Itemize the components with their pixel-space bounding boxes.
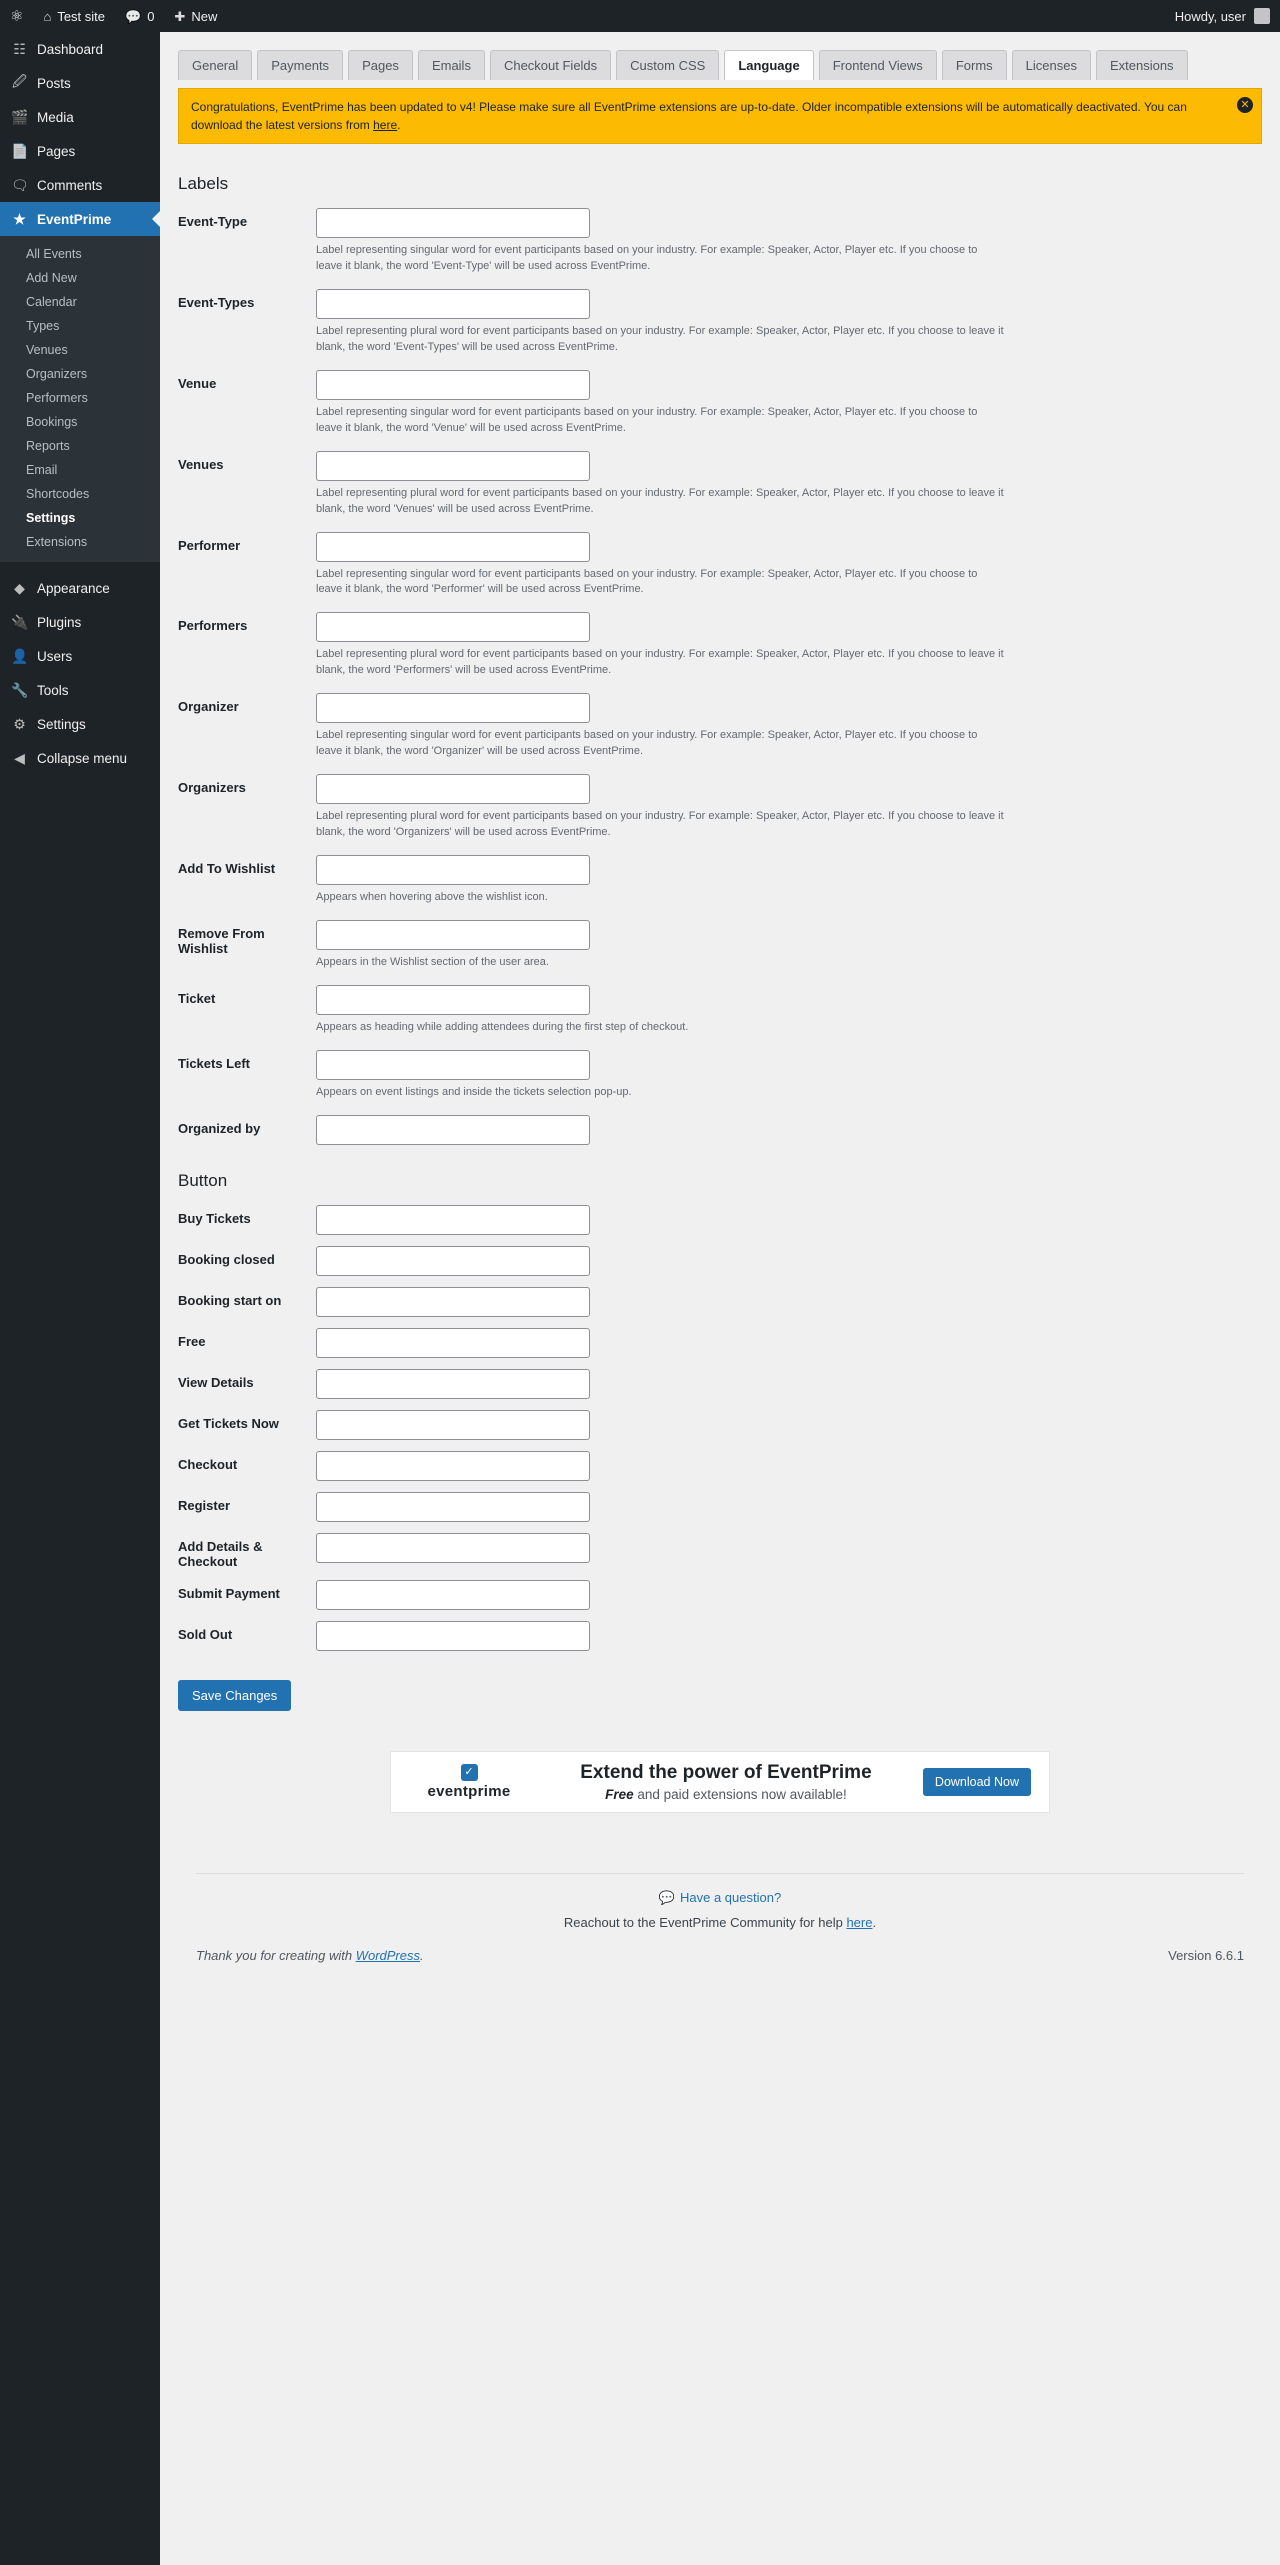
sidebar-item-label: Settings bbox=[37, 716, 86, 732]
field-label: Event-Type bbox=[178, 214, 248, 229]
field-event-types bbox=[178, 289, 1262, 356]
sidebar-item-label: Posts bbox=[37, 75, 71, 91]
home-icon: ⌂ bbox=[43, 8, 52, 24]
new-label: New bbox=[191, 8, 218, 24]
eventprime-submenu bbox=[0, 236, 160, 562]
ticket-input[interactable] bbox=[316, 985, 590, 1015]
notice-text-after: . bbox=[397, 118, 401, 132]
sold-out-input[interactable] bbox=[316, 1621, 590, 1651]
add-details-checkout-input[interactable] bbox=[316, 1533, 590, 1563]
field-label: Venue bbox=[178, 375, 217, 391]
field-view-details bbox=[178, 1369, 1262, 1399]
tools-icon: 🔧 bbox=[11, 681, 29, 698]
footer-reach-after: . bbox=[872, 1914, 877, 1930]
comment-icon: 💬 bbox=[125, 8, 142, 24]
field-booking-start-on bbox=[178, 1287, 1262, 1317]
performer-input[interactable] bbox=[316, 532, 590, 562]
footer-question-label: Have a question? bbox=[680, 1889, 782, 1905]
comments-count: 0 bbox=[147, 8, 155, 24]
register-input[interactable] bbox=[316, 1492, 590, 1522]
submenu-item-calendar[interactable]: Calendar bbox=[26, 295, 77, 309]
submenu-item-reports[interactable]: Reports bbox=[26, 439, 70, 453]
eventprime-icon: ★ bbox=[13, 210, 26, 227]
settings-form bbox=[160, 144, 1280, 1963]
sidebar-item-label: Tools bbox=[37, 682, 69, 698]
admin-sidebar bbox=[0, 32, 160, 2565]
field-label: Get Tickets Now bbox=[178, 1415, 279, 1431]
field-organized-by bbox=[178, 1115, 1262, 1145]
field-remove-from-wishlist bbox=[178, 920, 1262, 971]
plus-icon: ✚ bbox=[174, 8, 186, 24]
pages-icon: 📄 bbox=[11, 142, 29, 159]
free-input[interactable] bbox=[316, 1328, 590, 1358]
submit-payment-input[interactable] bbox=[316, 1580, 590, 1610]
field-performers bbox=[178, 612, 1262, 679]
main-content bbox=[160, 32, 1280, 2565]
field-label: Booking start on bbox=[178, 1292, 282, 1308]
site-name-label: Test site bbox=[57, 8, 105, 24]
field-submit-payment bbox=[178, 1580, 1262, 1610]
footer-thanks bbox=[196, 1948, 424, 1963]
sidebar-item-settings[interactable] bbox=[0, 707, 160, 741]
submenu-item-all-events[interactable]: All Events bbox=[26, 247, 82, 261]
tab-general[interactable]: General bbox=[178, 50, 252, 80]
footer-question bbox=[178, 1874, 1262, 1906]
event-types-input[interactable] bbox=[316, 289, 590, 319]
footer-reachout bbox=[178, 1906, 1262, 1930]
booking-start-on-input[interactable] bbox=[316, 1287, 590, 1317]
collapse-icon: ◀ bbox=[14, 749, 25, 766]
field-description: Appears as heading while adding attendees during the first step of checkout. bbox=[316, 1020, 689, 1033]
field-add-details-checkout bbox=[178, 1533, 1262, 1569]
dashboard-icon: ☷ bbox=[13, 40, 26, 57]
sidebar-item-media[interactable] bbox=[0, 100, 160, 134]
promo-sub-free: Free bbox=[605, 1786, 634, 1802]
field-label: Free bbox=[178, 1333, 206, 1349]
button-section-title: Button bbox=[178, 1170, 228, 1190]
tab-emails[interactable]: Emails bbox=[418, 50, 485, 80]
sidebar-item-label: Media bbox=[37, 109, 74, 125]
field-description: Label representing plural word for event participants based on your industry. For example: Speaker, Actor, Player etc. If you choose to leave it blank, the word 'Performers' will be used across EventPrime. bbox=[316, 648, 1004, 677]
field-checkout bbox=[178, 1451, 1262, 1481]
tab-extensions[interactable]: Extensions bbox=[1096, 50, 1188, 80]
update-notice bbox=[178, 88, 1262, 144]
buy-tickets-input[interactable] bbox=[316, 1205, 590, 1235]
field-get-tickets-now bbox=[178, 1410, 1262, 1440]
field-label: Organizers bbox=[178, 780, 246, 796]
comments-icon: 🗨 bbox=[11, 176, 29, 193]
submenu-item-add-new[interactable]: Add New bbox=[26, 271, 77, 285]
field-description: Label representing singular word for event participants based on your industry. For example: Speaker, Actor, Player etc. If you choose to leave it blank, the word 'Organizer' will be used across EventPrime. bbox=[316, 729, 978, 758]
field-label: Remove From Wishlist bbox=[178, 925, 265, 956]
comments-menu[interactable] bbox=[115, 0, 164, 32]
chat-icon: 💬 bbox=[658, 1889, 675, 1905]
organizers-input[interactable] bbox=[316, 774, 590, 804]
field-free bbox=[178, 1328, 1262, 1358]
posts-icon: 🖉 bbox=[12, 73, 27, 89]
field-description: Appears on event listings and inside the tickets selection pop-up. bbox=[316, 1085, 632, 1098]
promo-logo-name: eventprime bbox=[427, 1782, 511, 1800]
field-performer bbox=[178, 532, 1262, 599]
settings-icon: ⚙ bbox=[13, 715, 26, 732]
field-label: Sold Out bbox=[178, 1626, 233, 1642]
field-booking-closed bbox=[178, 1246, 1262, 1276]
footer-thanks-after: . bbox=[420, 1947, 424, 1963]
tab-language[interactable]: Language bbox=[724, 50, 813, 80]
field-venues bbox=[178, 451, 1262, 518]
organizer-input[interactable] bbox=[316, 693, 590, 723]
field-tickets-left bbox=[178, 1050, 1262, 1101]
field-description: Appears when hovering above the wishlist icon. bbox=[316, 891, 548, 903]
sidebar-item-posts[interactable] bbox=[0, 66, 160, 100]
sidebar-item-label: Plugins bbox=[37, 614, 82, 630]
close-icon[interactable]: ✕ bbox=[1237, 97, 1253, 113]
field-register bbox=[178, 1492, 1262, 1522]
sidebar-item-label: Users bbox=[37, 648, 73, 664]
footer-bottom bbox=[178, 1930, 1262, 1963]
sidebar-item-appearance[interactable] bbox=[0, 571, 160, 605]
field-label: Booking closed bbox=[178, 1251, 275, 1267]
submenu-item-types[interactable]: Types bbox=[26, 319, 60, 333]
sidebar-item-label: Appearance bbox=[37, 580, 110, 596]
field-label: Venues bbox=[178, 456, 224, 472]
users-icon: 👤 bbox=[11, 647, 29, 664]
wp-logo-menu[interactable] bbox=[0, 0, 33, 32]
field-label: Event-Types bbox=[178, 294, 255, 310]
remove-from-wishlist-input[interactable] bbox=[316, 920, 590, 950]
sidebar-item-label: Collapse menu bbox=[37, 750, 128, 766]
sidebar-item-label: EventPrime bbox=[37, 211, 112, 227]
sidebar-item-plugins[interactable] bbox=[0, 605, 160, 639]
notice-link[interactable]: here bbox=[373, 118, 398, 132]
venue-input[interactable] bbox=[316, 370, 590, 400]
field-label: Performer bbox=[178, 537, 241, 553]
sidebar-item-label: Comments bbox=[37, 177, 103, 193]
sidebar-item-label: Dashboard bbox=[37, 41, 104, 57]
tickets-left-input[interactable] bbox=[316, 1050, 590, 1080]
check-badge-icon: ✓ bbox=[461, 1764, 478, 1781]
submenu-item-settings[interactable]: Settings bbox=[26, 511, 76, 525]
field-label: Submit Payment bbox=[178, 1585, 280, 1601]
avatar bbox=[1254, 8, 1270, 24]
sidebar-item-pages[interactable] bbox=[0, 134, 160, 168]
submenu-item-email[interactable]: Email bbox=[26, 463, 58, 477]
admin-bar bbox=[0, 0, 1280, 32]
tab-payments[interactable]: Payments bbox=[257, 50, 343, 80]
tab-custom-css[interactable]: Custom CSS bbox=[616, 50, 719, 80]
performers-input[interactable] bbox=[316, 612, 590, 642]
sidebar-item-label: Pages bbox=[37, 143, 76, 159]
field-description: Label representing plural word for event participants based on your industry. For example: Speaker, Actor, Player etc. If you choose to leave it blank, the word 'Venues' will be used across EventPrime. bbox=[316, 486, 1004, 515]
notice-text-before: Congratulations, EventPrime has been updated to v4! Please make sure all EventPrime extensions are up-to-date. Older incompatible extensions will be automatically deactivated. You can download the latest versions from bbox=[191, 100, 1187, 132]
get-tickets-now-input[interactable] bbox=[316, 1410, 590, 1440]
submenu-arrow-icon bbox=[152, 211, 160, 227]
promo-text bbox=[529, 1762, 923, 1802]
appearance-icon: ◆ bbox=[14, 579, 25, 596]
site-name-menu[interactable] bbox=[33, 0, 115, 32]
booking-closed-input[interactable] bbox=[316, 1246, 590, 1276]
field-label: Buy Tickets bbox=[178, 1210, 251, 1226]
tab-forms[interactable]: Forms bbox=[942, 50, 1007, 80]
field-description: Label representing plural word for event participants based on your industry. For example: Speaker, Actor, Player etc. If you choose to leave it blank, the word 'Event-Types' will be used across EventPrime. bbox=[316, 324, 1004, 353]
field-event-type bbox=[178, 208, 1262, 275]
field-organizer bbox=[178, 693, 1262, 760]
field-description: Label representing singular word for event participants based on your industry. For example: Speaker, Actor, Player etc. If you choose to leave it blank, the word 'Venue' will be used across EventPrime. bbox=[316, 405, 978, 434]
field-description: Label representing plural word for event participants based on your industry. For example: Speaker, Actor, Player etc. If you choose to leave it blank, the word 'Organizers' will be used across EventPrime. bbox=[316, 810, 1004, 839]
wordpress-icon: ⚛ bbox=[10, 7, 24, 25]
promo-banner bbox=[390, 1751, 1050, 1813]
plugins-icon: 🔌 bbox=[11, 613, 29, 630]
view-details-input[interactable] bbox=[316, 1369, 590, 1399]
footer-thanks-before: Thank you for creating with bbox=[196, 1947, 356, 1963]
promo-sub-rest: and paid extensions now available! bbox=[633, 1786, 847, 1802]
submenu-item-performers[interactable]: Performers bbox=[26, 391, 88, 405]
footer-reach-link[interactable]: here bbox=[846, 1914, 873, 1930]
field-label: Add To Wishlist bbox=[178, 861, 276, 876]
field-sold-out bbox=[178, 1621, 1262, 1651]
sidebar-item-users[interactable] bbox=[0, 639, 160, 673]
tab-pages[interactable]: Pages bbox=[348, 50, 413, 80]
tab-checkout-fields[interactable]: Checkout Fields bbox=[490, 50, 611, 80]
organized-by-input[interactable] bbox=[316, 1115, 590, 1145]
account-menu[interactable] bbox=[1175, 8, 1280, 24]
submenu-item-bookings[interactable]: Bookings bbox=[26, 415, 78, 429]
tab-licenses[interactable]: Licenses bbox=[1012, 50, 1091, 80]
field-ticket bbox=[178, 985, 1262, 1036]
field-label: Organizer bbox=[178, 699, 239, 715]
wordpress-link[interactable]: WordPress bbox=[355, 1947, 420, 1963]
sidebar-item-comments[interactable] bbox=[0, 168, 160, 202]
field-label: Organized by bbox=[178, 1120, 261, 1136]
settings-tabs bbox=[160, 32, 1280, 80]
field-label: Performers bbox=[178, 618, 248, 634]
field-description: Appears in the Wishlist section of the user area. bbox=[316, 955, 549, 968]
submenu-item-organizers[interactable]: Organizers bbox=[26, 367, 88, 381]
media-icon: 🎬 bbox=[11, 108, 29, 125]
footer-reach-before: Reachout to the EventPrime Community for help bbox=[563, 1914, 847, 1930]
promo-logo bbox=[409, 1764, 529, 1800]
new-content-menu[interactable] bbox=[164, 0, 227, 32]
submenu-item-shortcodes[interactable]: Shortcodes bbox=[26, 487, 90, 501]
add-to-wishlist-input[interactable] bbox=[316, 855, 590, 885]
sidebar-collapse-menu[interactable] bbox=[0, 741, 160, 775]
checkout-input[interactable] bbox=[316, 1451, 590, 1481]
field-label: Ticket bbox=[178, 990, 216, 1006]
menu-separator bbox=[0, 562, 160, 571]
sidebar-item-eventprime[interactable] bbox=[0, 202, 160, 236]
field-label: Add Details & Checkout bbox=[178, 1538, 263, 1569]
howdy-label: Howdy, user bbox=[1174, 8, 1246, 24]
venues-input[interactable] bbox=[316, 451, 590, 481]
submenu-item-extensions[interactable]: Extensions bbox=[26, 535, 88, 549]
field-venue bbox=[178, 370, 1262, 437]
field-label: Register bbox=[178, 1497, 231, 1513]
field-organizers bbox=[178, 774, 1262, 841]
sidebar-item-tools[interactable] bbox=[0, 673, 160, 707]
field-label: View Details bbox=[178, 1374, 254, 1390]
field-label: Tickets Left bbox=[178, 1055, 251, 1071]
field-buy-tickets bbox=[178, 1205, 1262, 1235]
submenu-item-venues[interactable]: Venues bbox=[26, 343, 68, 357]
field-description: Label representing singular word for event participants based on your industry. For example: Speaker, Actor, Player etc. If you choose to leave it blank, the word 'Event-Type' will be used across EventPrime. bbox=[316, 244, 978, 272]
tab-frontend-views[interactable]: Frontend Views bbox=[819, 50, 937, 80]
event-type-input[interactable] bbox=[316, 208, 590, 238]
field-description: Label representing singular word for event participants based on your industry. For example: Speaker, Actor, Player etc. If you choose to leave it blank, the word 'Performer' will be used across EventPrime. bbox=[316, 567, 978, 596]
field-add-to-wishlist bbox=[178, 855, 1262, 906]
promo-headline: Extend the power of EventPrime bbox=[580, 1761, 872, 1783]
sidebar-item-dashboard[interactable] bbox=[0, 32, 160, 66]
field-label: Checkout bbox=[178, 1456, 238, 1472]
save-changes-button[interactable]: Save Changes bbox=[178, 1680, 291, 1711]
footer-version: Version 6.6.1 bbox=[1168, 1947, 1244, 1963]
labels-section-title: Labels bbox=[178, 174, 229, 193]
download-now-button[interactable]: Download Now bbox=[923, 1768, 1031, 1796]
